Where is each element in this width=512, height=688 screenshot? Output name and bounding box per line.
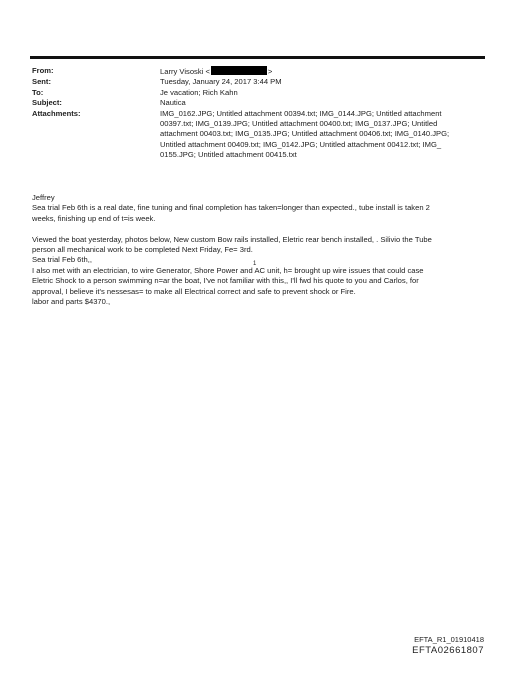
to-value: Je vacation; Rich Kahn [160, 87, 238, 97]
attachments-line: IMG_0162.JPG; Untitled attachment 00394.txt; IMG_0144.JPG; Untitled attachment [160, 108, 442, 118]
sent-row [32, 77, 484, 87]
header-rule [30, 56, 485, 59]
to-row [32, 88, 484, 98]
bates-id-1: EFTA_R1_01910418 [414, 635, 484, 644]
sent-value: Tuesday, January 24, 2017 3:44 PM [160, 77, 282, 87]
subject-value: Nautica [160, 98, 186, 108]
body-line: Viewed the boat yesterday, photos below, New custom Bow rails installed, Eletric rear bench installed, . Silivio the Tube [32, 234, 432, 244]
subject-row [32, 98, 484, 108]
body-line: approval, I believe it's nessesas= to make all Electrical correct and safe to prevent shock or Fire. [32, 286, 356, 296]
body-line: I also met with an electrician, to wire Generator, Shore Power and AC unit, h= brought up wire issues that could case [32, 265, 424, 275]
attachments-value [160, 109, 484, 161]
body-line: weeks, finishing up end of t=is week. [32, 213, 156, 223]
attachments-label: Attachments: [32, 108, 81, 118]
attachments-line: attachment 00403.txt; IMG_0135.JPG; Untitled attachment 00406.txt; IMG_0140.JPG; [160, 129, 450, 139]
attachments-row [32, 109, 484, 161]
body-line: Sea trial Feb 6th is a real date, fine tuning and final completion has taken=longer than expected., tube install is taken 2 [32, 203, 430, 213]
from-open-bracket: < [205, 67, 210, 76]
attachments-line: 00397.txt; IMG_0139.JPG; Untitled attachment 00400.txt; IMG_0137.JPG; Untitled [160, 119, 438, 129]
page-number: 1 [253, 261, 257, 267]
attachments-line: 0155.JPG; Untitled attachment 00415.txt [160, 150, 297, 160]
greeting: Jeffrey [32, 193, 55, 202]
body-line: Eletric Shock to a person swimming n=ar the boat, I've not familiar with this,, I'll fwd his quote to you and Carlos, for [32, 276, 419, 286]
email-header [32, 66, 484, 161]
from-close-bracket: > [267, 67, 273, 76]
body-line: labor and parts $4370., [32, 297, 111, 307]
body-line: Sea trial Feb 6th,, [32, 255, 92, 265]
from-row [32, 66, 484, 77]
to-label: To: [32, 87, 44, 97]
redaction-box [211, 66, 267, 75]
from-value [160, 66, 484, 77]
sent-label: Sent: [32, 77, 51, 87]
from-label: From: [32, 66, 54, 75]
email-body [32, 193, 482, 307]
bates-id-2: EFTA02661807 [412, 645, 484, 656]
from-name: Larry Visoski [160, 67, 204, 76]
body-line: person all mechanical work to be completed Next Friday, Fe= 3rd. [32, 245, 253, 255]
subject-label: Subject: [32, 98, 62, 108]
attachments-line: Untitled attachment 00409.txt; IMG_0142.JPG; Untitled attachment 00412.txt; IMG_ [160, 139, 442, 149]
